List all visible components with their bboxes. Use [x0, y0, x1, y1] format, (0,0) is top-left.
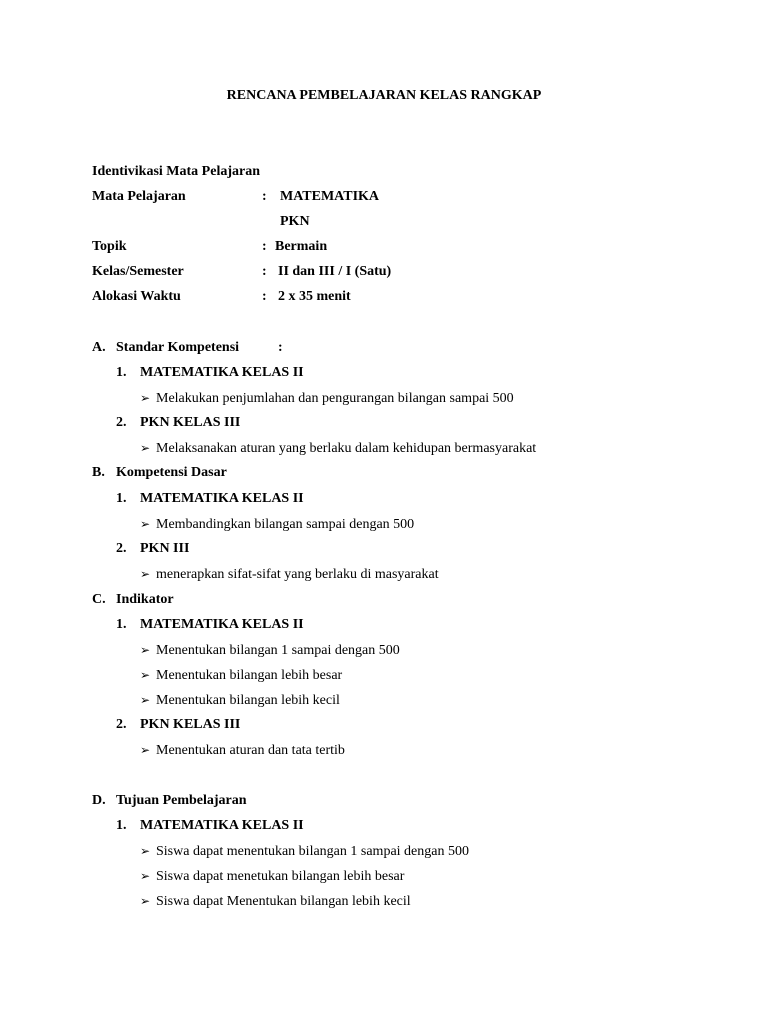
- section-a-item-1: 1. MATEMATIKA KELAS II: [116, 365, 304, 380]
- list-item: ➢ Menentukan bilangan lebih besar: [140, 668, 343, 683]
- section-heading-c: C. Indikator: [92, 592, 174, 607]
- section-a-colon: :: [278, 340, 283, 355]
- arrow-bullet-icon: ➢: [140, 693, 151, 707]
- section-b-item-1: 1. MATEMATIKA KELAS II: [116, 491, 304, 506]
- list-item: ➢ Melakukan penjumlahan dan pengurangan bilangan sampai 500: [140, 391, 514, 406]
- arrow-bullet-icon: ➢: [140, 743, 151, 757]
- ident-colon: :: [262, 239, 267, 254]
- document-title: RENCANA PEMBELAJARAN KELAS RANGKAP: [226, 88, 542, 103]
- list-item: ➢ Siswa dapat Menentukan bilangan lebih kecil: [140, 894, 411, 909]
- arrow-bullet-icon: ➢: [140, 869, 151, 883]
- ident-value-subject: MATEMATIKA: [280, 189, 380, 204]
- list-item: ➢ Menentukan aturan dan tata tertib: [140, 743, 345, 758]
- arrow-bullet-icon: ➢: [140, 668, 151, 682]
- list-item: ➢ Siswa dapat menentukan bilangan 1 sampai dengan 500: [140, 844, 469, 859]
- arrow-bullet-icon: ➢: [140, 391, 151, 405]
- ident-label-class: Kelas/Semester: [92, 264, 184, 279]
- arrow-bullet-icon: ➢: [140, 894, 151, 908]
- ident-colon: :: [262, 289, 267, 304]
- list-item: ➢ Membandingkan bilangan sampai dengan 500: [140, 517, 415, 532]
- section-heading-b: B. Kompetensi Dasar: [92, 465, 227, 480]
- section-c-item-1: 1. MATEMATIKA KELAS II: [116, 617, 304, 632]
- ident-value-time: 2 x 35 menit: [278, 289, 351, 304]
- list-item: ➢ Menentukan bilangan lebih kecil: [140, 693, 340, 708]
- ident-label-topic: Topik: [92, 239, 127, 254]
- list-item: ➢ menerapkan sifat-sifat yang berlaku di masyarakat: [140, 567, 439, 582]
- ident-value-topic: Bermain: [275, 239, 328, 254]
- section-c-item-2: 2. PKN KELAS III: [116, 717, 241, 732]
- arrow-bullet-icon: ➢: [140, 844, 151, 858]
- arrow-bullet-icon: ➢: [140, 441, 151, 455]
- section-b-item-2: 2. PKN III: [116, 541, 190, 556]
- ident-colon: :: [262, 189, 267, 204]
- ident-label-time: Alokasi Waktu: [92, 289, 181, 304]
- section-d-item-1: 1. MATEMATIKA KELAS II: [116, 818, 304, 833]
- ident-value-class: II dan III / I (Satu): [278, 264, 392, 279]
- section-heading-d: D. Tujuan Pembelajaran: [92, 793, 247, 808]
- list-item: ➢ Menentukan bilangan 1 sampai dengan 500: [140, 643, 400, 658]
- arrow-bullet-icon: ➢: [140, 567, 151, 581]
- ident-label-subject: Mata Pelajaran: [92, 189, 186, 204]
- list-item: ➢ Melaksanakan aturan yang berlaku dalam kehidupan bermasyarakat: [140, 441, 537, 456]
- arrow-bullet-icon: ➢: [140, 643, 151, 657]
- list-item: ➢ Siswa dapat menetukan bilangan lebih besar: [140, 869, 405, 884]
- ident-value-subject-2: PKN: [280, 214, 310, 229]
- section-a-item-2: 2. PKN KELAS III: [116, 415, 241, 430]
- section-heading-a: A. Standar Kompetensi: [92, 340, 240, 355]
- ident-colon: :: [262, 264, 267, 279]
- arrow-bullet-icon: ➢: [140, 517, 151, 531]
- ident-heading: Identivikasi Mata Pelajaran: [92, 164, 260, 179]
